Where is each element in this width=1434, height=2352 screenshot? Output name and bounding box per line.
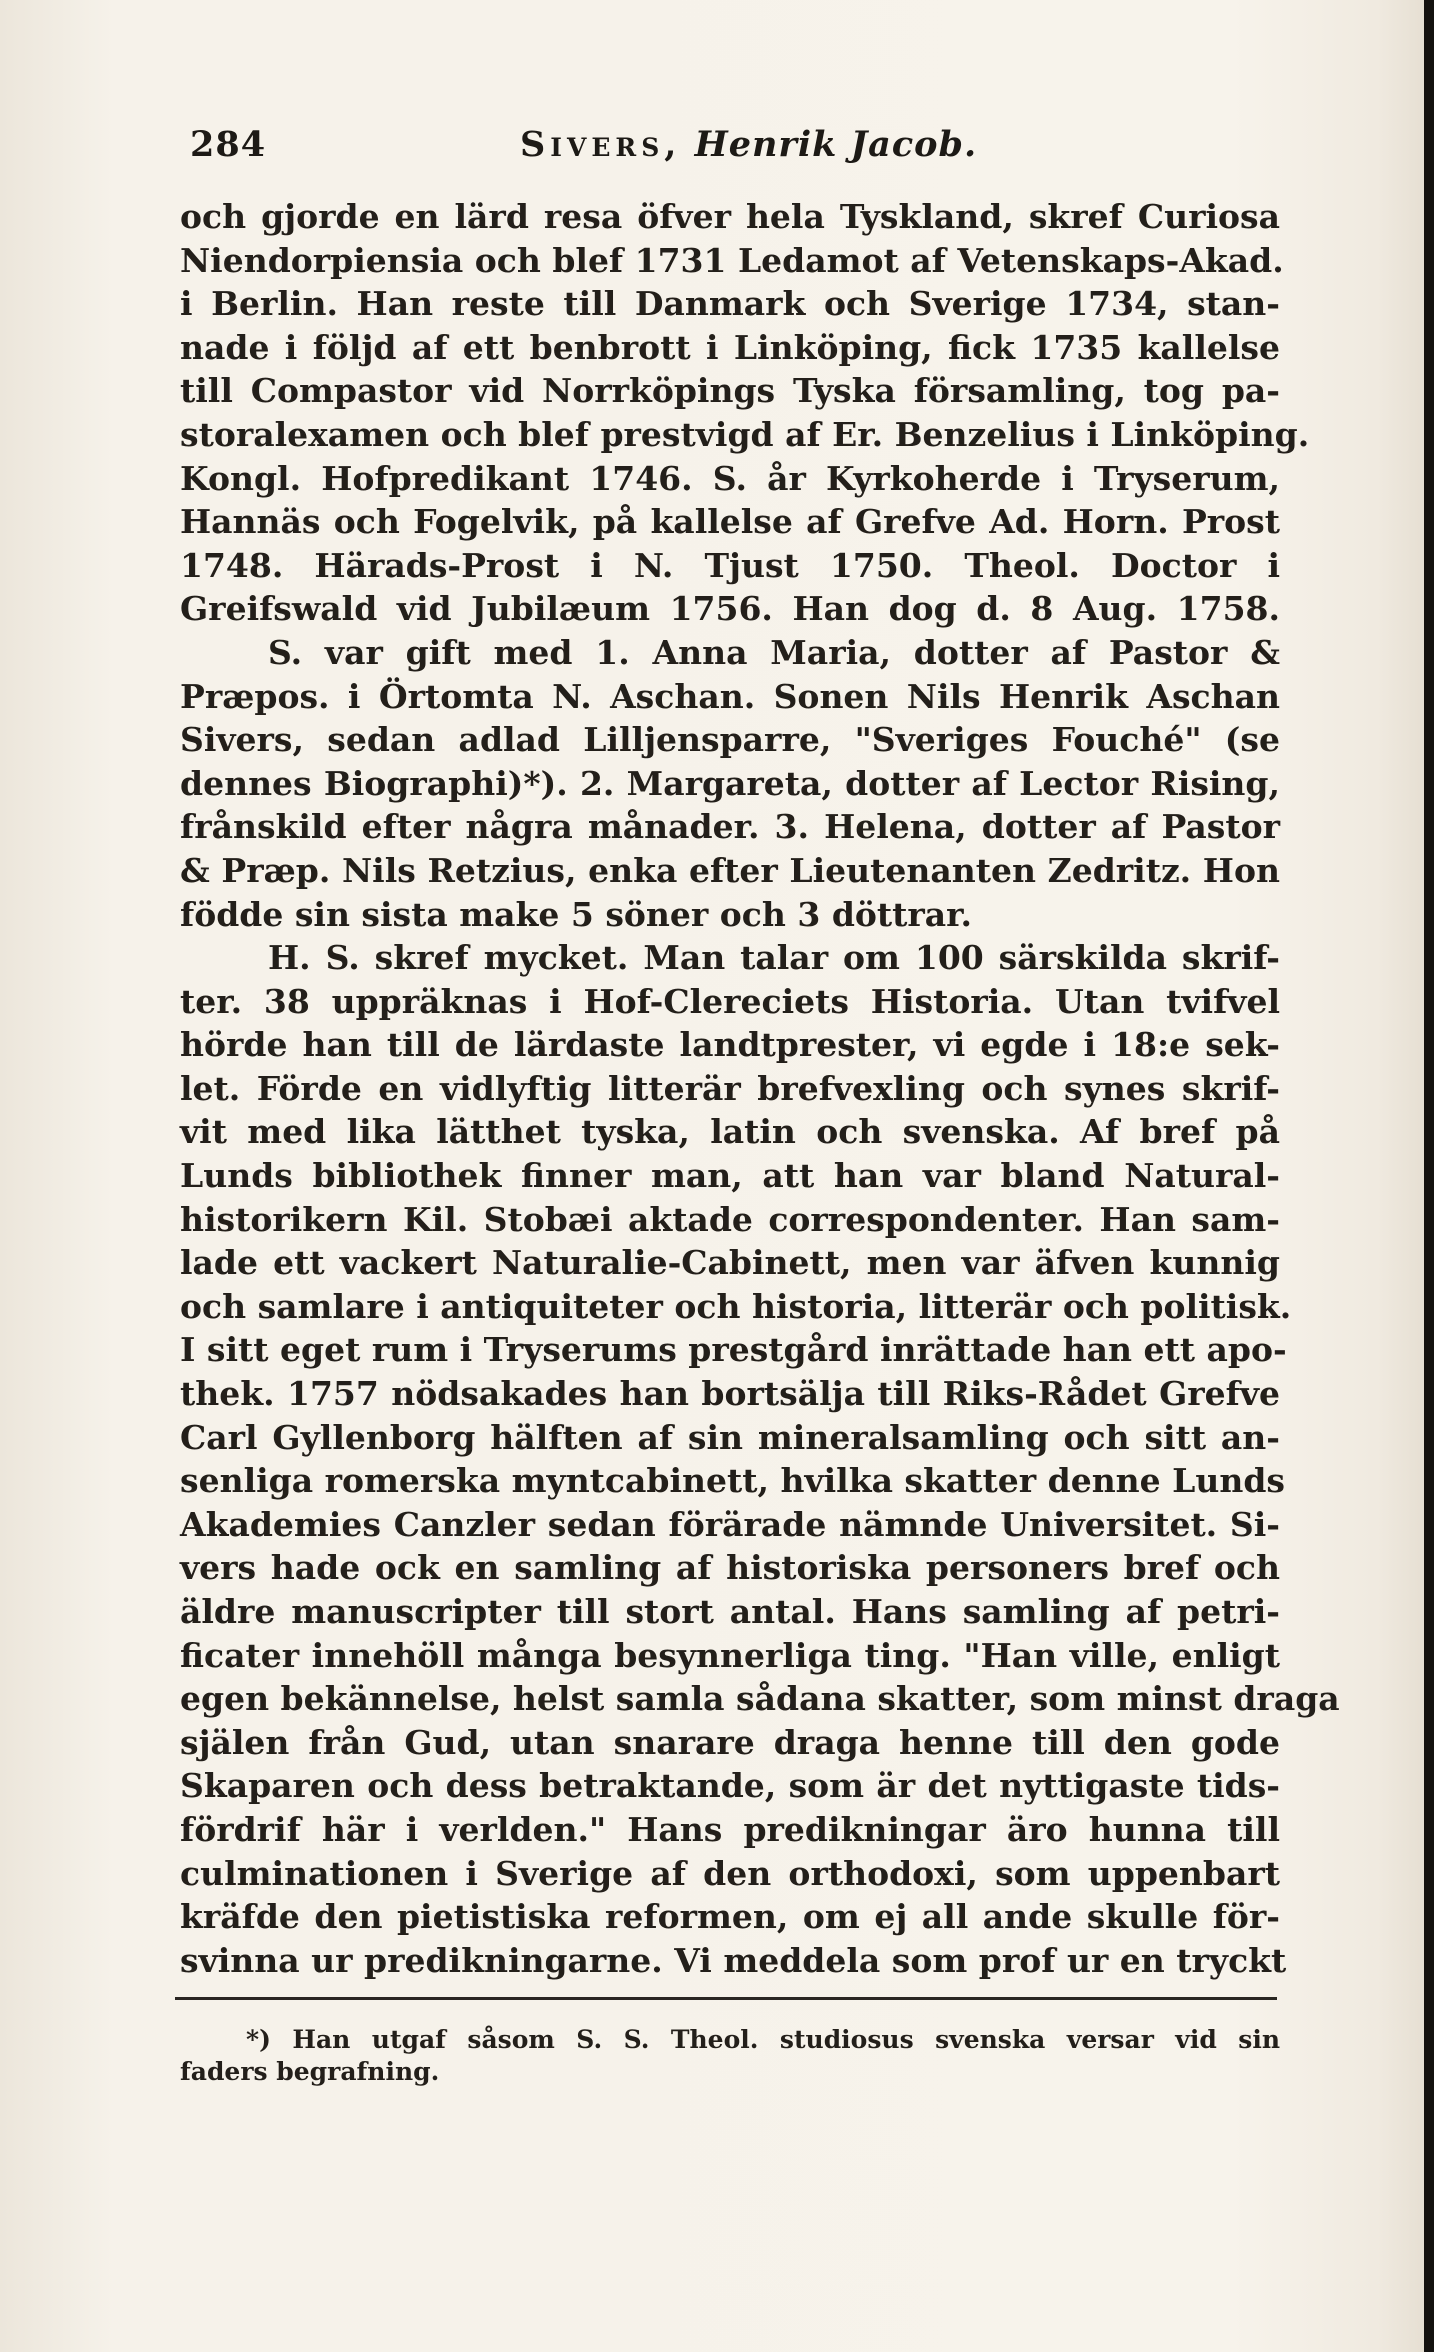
text-line: Akademies Canzler sedan förärade nämnde Universitet. Si- bbox=[180, 1504, 1280, 1544]
text-line: & Præp. Nils Retzius, enka efter Lieutenanten Zedritz. Hon bbox=[180, 850, 1280, 890]
text-line: frånskild efter några månader. 3. Helena, dotter af Pastor bbox=[180, 807, 1280, 847]
text-line: 1748. Härads-Prost i N. Tjust 1750. Theol. Doctor i bbox=[180, 545, 1280, 585]
text-line: äldre manuscripter till stort antal. Hans samling af petri- bbox=[180, 1592, 1280, 1631]
text-line: till Compastor vid Norrköpings Tyska församling, tog pa- bbox=[180, 371, 1280, 411]
text-line: Carl Gyllenborg hälften af sin mineralsamling och sitt an- bbox=[180, 1417, 1280, 1457]
text-line: Kongl. Hofpredikant 1746. S. år Kyrkoherde i Tryserum, bbox=[180, 458, 1280, 498]
text-line: svinna ur predikningarne. Vi meddela som prof ur en tryckt bbox=[180, 1940, 1287, 1980]
text-line: födde sin sista make 5 söner och 3 döttrar. bbox=[180, 894, 973, 934]
text-line: Greifswald vid Jubilæum 1756. Han dog d. 8 Aug. 1758. bbox=[180, 589, 1280, 629]
body-text bbox=[180, 195, 1340, 1982]
text-line: let. Förde en vidlyftig litterär brefvexling och synes skrif- bbox=[180, 1068, 1280, 1108]
footnote-line: faders begrafning. bbox=[180, 2057, 440, 2086]
page-edge-shadow bbox=[1424, 0, 1434, 2352]
text-line: Lunds bibliothek finner man, att han var bland Natural- bbox=[180, 1156, 1280, 1196]
text-line: i Berlin. Han reste till Danmark och Sverige 1734, stan- bbox=[180, 284, 1280, 324]
text-line: själen från Gud, utan snarare draga henne till den gode bbox=[180, 1722, 1280, 1762]
text-line: Hannäs och Fogelvik, på kallelse af Grefve Ad. Horn. Prost bbox=[180, 502, 1280, 542]
text-line: I sitt eget rum i Tryserums prestgård inrättade han ett apo- bbox=[180, 1330, 1287, 1370]
text-line: ter. 38 uppräknas i Hof-Clereciets Historia. Utan tvifvel bbox=[180, 981, 1280, 1021]
text-line: Skaparen och dess betraktande, som är det nyttigaste tids- bbox=[180, 1766, 1280, 1806]
text-line: vit med lika lätthet tyska, latin och svenska. Af bref på bbox=[180, 1112, 1280, 1152]
text-line: historikern Kil. Stobæi aktade correspondenter. Han sam- bbox=[180, 1199, 1280, 1239]
text-line: kräfde den pietistiska reformen, om ej all ande skulle för- bbox=[180, 1897, 1280, 1937]
text-line: nade i följd af ett benbrott i Linköping, fick 1735 kallelse bbox=[180, 327, 1280, 367]
text-line: storalexamen och blef prestvigd af Er. Benzelius i Linköping. bbox=[180, 414, 1310, 454]
text-line: culminationen i Sverige af den orthodoxi, som uppenbart bbox=[180, 1853, 1280, 1893]
text-line: H. S. skref mycket. Man talar om 100 särskilda skrif- bbox=[268, 938, 1280, 978]
text-line: fördrif här i verlden." Hans predikningar äro hunna till bbox=[180, 1809, 1280, 1849]
footnote-line: *) Han utgaf såsom S. S. Theol. studiosus svenska versar vid sin bbox=[246, 2025, 1280, 2054]
running-head-surname: Sivers, bbox=[520, 124, 682, 165]
page-header bbox=[190, 120, 1300, 180]
text-line: egen bekännelse, helst samla sådana skatter, som minst draga bbox=[180, 1679, 1340, 1719]
text-line: ficater innehöll många besynnerliga ting. "Han ville, enligt bbox=[180, 1635, 1280, 1675]
running-head-given-name: Henrik Jacob. bbox=[694, 124, 978, 165]
text-line: lade ett vackert Naturalie-Cabinett, men var äfven kunnig bbox=[180, 1243, 1280, 1283]
text-line: vers hade ock en samling af historiska personers bref och bbox=[180, 1548, 1280, 1588]
text-line: S. var gift med 1. Anna Maria, dotter af Pastor & bbox=[268, 632, 1280, 672]
text-line: senliga romerska myntcabinett, hvilka skatter denne Lunds bbox=[180, 1461, 1286, 1501]
page-number: 284 bbox=[190, 124, 267, 165]
text-line: dennes Biographi)*). 2. Margareta, dotter af Lector Rising, bbox=[180, 763, 1280, 803]
text-line: och gjorde en lärd resa öfver hela Tyskland, skref Curiosa bbox=[180, 197, 1280, 236]
text-line: och samlare i antiquiteter och historia, litterär och politisk. bbox=[180, 1286, 1292, 1326]
footnote-divider bbox=[175, 1997, 1277, 2000]
running-head bbox=[520, 124, 977, 165]
text-line: thek. 1757 nödsakades han bortsälja till Riks-Rådet Grefve bbox=[180, 1374, 1280, 1414]
footnote bbox=[180, 2024, 1280, 2088]
text-line: Niendorpiensia och blef 1731 Ledamot af Vetenskaps-Akad. bbox=[180, 240, 1284, 280]
text-line: hörde han till de lärdaste landtprester, vi egde i 18:e sek- bbox=[180, 1025, 1280, 1065]
text-line: Sivers, sedan adlad Lilljensparre, "Sveriges Fouché" (se bbox=[180, 720, 1280, 760]
text-line: Præpos. i Örtomta N. Aschan. Sonen Nils Henrik Aschan bbox=[180, 676, 1280, 716]
